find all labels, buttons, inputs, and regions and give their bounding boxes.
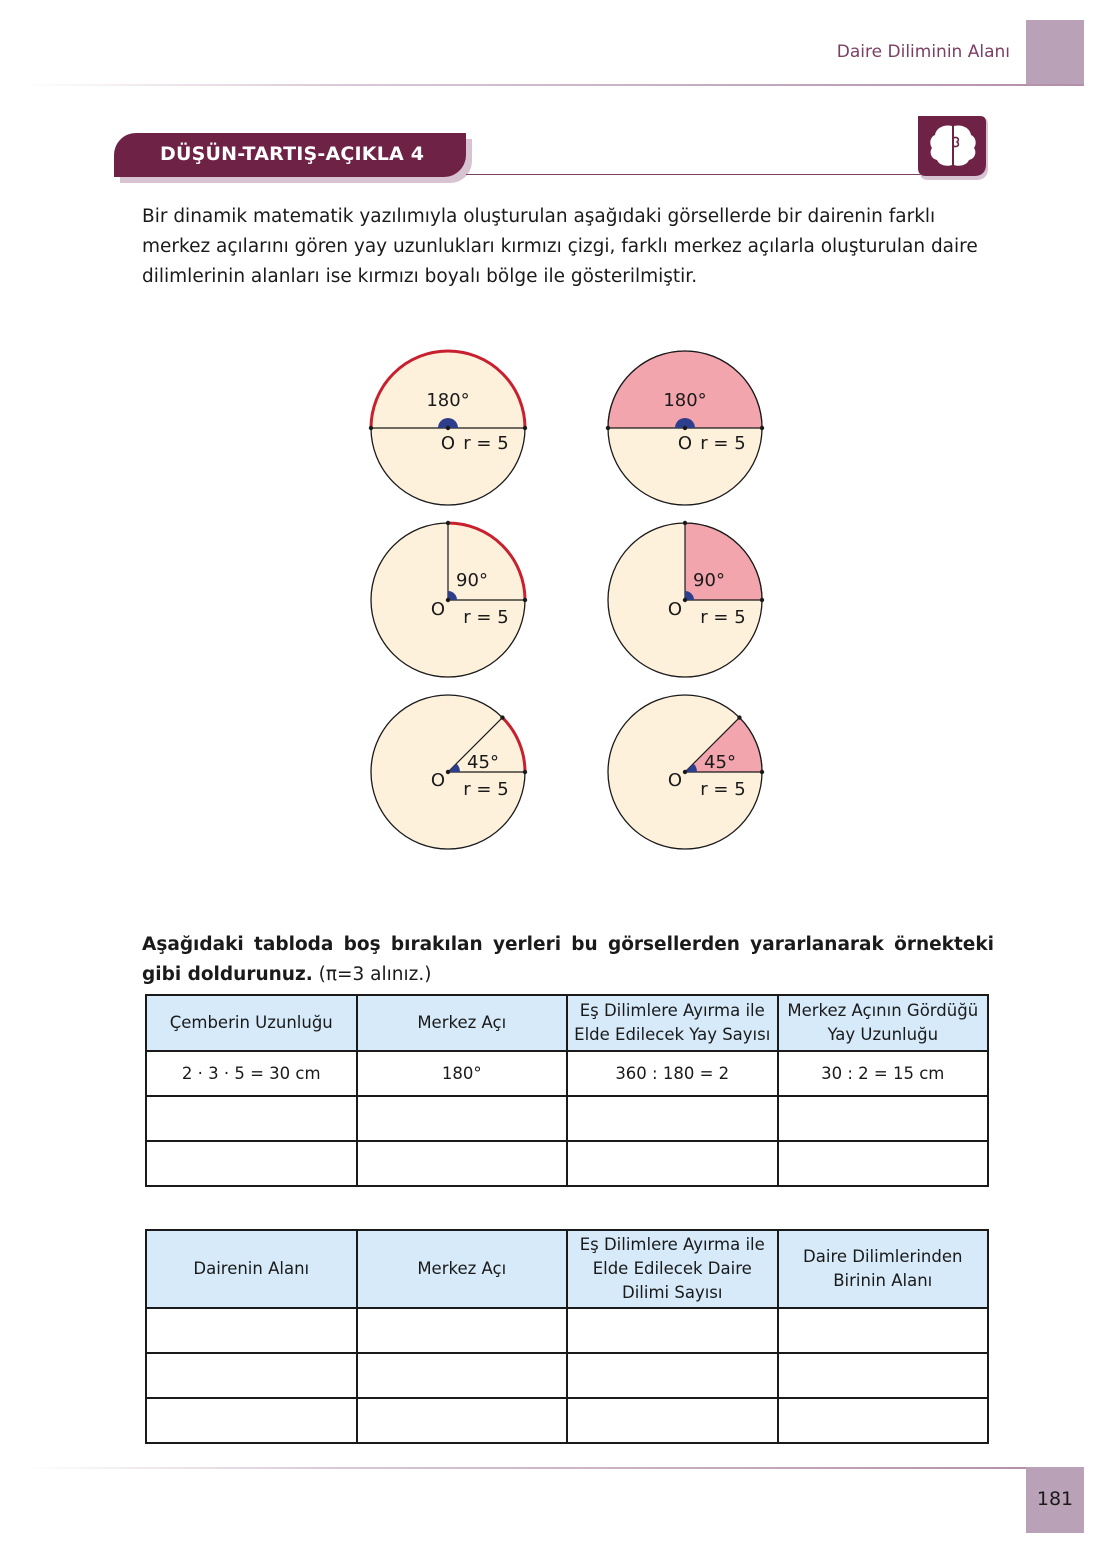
t1-blank-cell[interactable] <box>357 1141 568 1186</box>
t2-header-central-angle: Merkez Açı <box>357 1230 568 1308</box>
t1-cell: 360 : 180 = 2 <box>567 1051 778 1096</box>
angle-label: 45° <box>704 752 736 773</box>
endpoint-dot <box>737 715 741 719</box>
endpoint-dot <box>683 521 687 525</box>
t1-blank-cell[interactable] <box>567 1096 778 1141</box>
angle-label: 180° <box>663 390 707 411</box>
t1-blank-cell[interactable] <box>778 1096 989 1141</box>
radius-label: r = 5 <box>463 607 509 628</box>
t1-blank-cell[interactable] <box>778 1141 989 1186</box>
endpoint-dot <box>369 426 373 430</box>
t1-cell: 180° <box>357 1051 568 1096</box>
center-label: O <box>667 770 683 791</box>
t1-blank-cell[interactable] <box>567 1141 778 1186</box>
section-title: DÜŞÜN-TARTIŞ-AÇIKLA 4 <box>160 143 425 165</box>
t2-header-disc-area: Dairenin Alanı <box>146 1230 357 1308</box>
t2-blank-cell[interactable] <box>146 1308 357 1353</box>
t1-blank-cell[interactable] <box>146 1141 357 1186</box>
radius-label: r = 5 <box>700 433 746 454</box>
endpoint-dot <box>446 521 450 525</box>
center-dot <box>683 598 687 602</box>
t2-blank-cell[interactable] <box>567 1353 778 1398</box>
sector-area-table <box>145 1229 989 1444</box>
endpoint-dot <box>606 426 610 430</box>
brain-puzzle-icon <box>916 114 988 182</box>
radius-label: r = 5 <box>463 433 509 454</box>
center-dot <box>446 598 450 602</box>
endpoint-dot <box>760 598 764 602</box>
t1-header-central-angle: Merkez Açı <box>357 995 568 1051</box>
center-label: O <box>430 599 446 620</box>
instruction-bold: Aşağıdaki tabloda boş bırakılan yerleri bu görsellerden yararlanarak örnekteki gibi doldurunuz. <box>142 934 994 985</box>
footer-rule <box>24 1467 1054 1469</box>
angle-label: 45° <box>467 752 499 773</box>
t1-header-circumference: Çemberin Uzunluğu <box>146 995 357 1051</box>
t1-blank-cell[interactable] <box>146 1096 357 1141</box>
table-row <box>146 1051 988 1096</box>
center-dot <box>446 426 450 430</box>
t2-blank-cell[interactable] <box>357 1353 568 1398</box>
center-label: O <box>440 433 456 454</box>
angle-label: 90° <box>456 570 488 591</box>
endpoint-dot <box>523 770 527 774</box>
endpoint-dot <box>760 426 764 430</box>
t1-header-arc-count: Eş Dilimlere Ayırma ile Elde Edilecek Yay Sayısı <box>567 995 778 1051</box>
center-label: O <box>677 433 693 454</box>
table-row <box>146 1096 988 1141</box>
t2-blank-cell[interactable] <box>146 1398 357 1443</box>
endpoint-dot <box>523 426 527 430</box>
banner-underline <box>466 174 936 175</box>
instruction-note: (π=3 alınız.) <box>312 964 432 985</box>
radius-label: r = 5 <box>700 607 746 628</box>
t2-header-sector-area: Daire Dilimlerinden Birinin Alanı <box>778 1230 989 1308</box>
angle-label: 180° <box>426 390 470 411</box>
table-row <box>146 1141 988 1186</box>
t2-blank-cell[interactable] <box>567 1398 778 1443</box>
t1-header-arc-length: Merkez Açının Gördüğü Yay Uzunluğu <box>778 995 989 1051</box>
radius-label: r = 5 <box>463 779 509 800</box>
t1-cell: 2 · 3 · 5 = 30 cm <box>146 1051 357 1096</box>
t2-header-sector-count: Eş Dilimlere Ayırma ile Elde Edilecek Daire Dilimi Sayısı <box>567 1230 778 1308</box>
t1-blank-cell[interactable] <box>357 1096 568 1141</box>
center-label: O <box>430 770 446 791</box>
endpoint-dot <box>523 598 527 602</box>
t2-blank-cell[interactable] <box>778 1353 989 1398</box>
page-number: 181 <box>1036 1488 1074 1510</box>
center-dot <box>683 426 687 430</box>
center-label: O <box>667 599 683 620</box>
table-row <box>146 1353 988 1398</box>
t1-cell: 30 : 2 = 15 cm <box>778 1051 989 1096</box>
t2-blank-cell[interactable] <box>357 1398 568 1443</box>
table-instruction <box>142 930 994 990</box>
t2-blank-cell[interactable] <box>567 1308 778 1353</box>
radius-label: r = 5 <box>700 779 746 800</box>
center-dot <box>446 770 450 774</box>
table-row <box>146 1398 988 1443</box>
table-row <box>146 1308 988 1353</box>
header-tab <box>1026 20 1084 84</box>
sector-figures <box>0 330 1106 890</box>
intro-paragraph: Bir dinamik matematik yazılımıyla oluşturulan aşağıdaki görsellerde bir dairenin farklı merkez açılarını gören yay uzunlukları kırmızı çizgi, farklı merkez açılarla oluşturulan daire dilimlerinin alanları ise kırmızı boyalı bölge ile gösterilmiştir. <box>142 206 978 287</box>
header-rule <box>24 84 1084 86</box>
endpoint-dot <box>500 715 504 719</box>
t2-blank-cell[interactable] <box>146 1353 357 1398</box>
angle-label: 90° <box>693 570 725 591</box>
t2-blank-cell[interactable] <box>357 1308 568 1353</box>
center-dot <box>683 770 687 774</box>
t2-blank-cell[interactable] <box>778 1398 989 1443</box>
t2-blank-cell[interactable] <box>778 1308 989 1353</box>
arc-length-table <box>145 994 989 1187</box>
endpoint-dot <box>760 770 764 774</box>
page-header-title: Daire Diliminin Alanı <box>836 42 1010 62</box>
